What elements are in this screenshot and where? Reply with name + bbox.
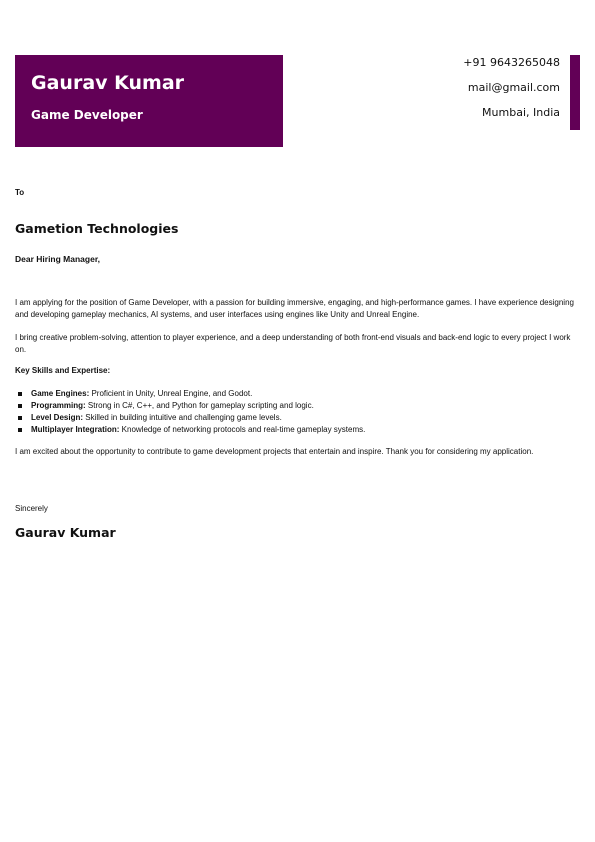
skill-name: Level Design: (31, 413, 84, 422)
skill-detail: Knowledge of networking protocols and real-time gameplay systems. (119, 425, 366, 434)
sign-off: Sincerely (15, 504, 48, 513)
second-paragraph: I bring creative problem-solving, attention to player experience, and a deep understanding of both front-end visuals and back-end logic to every project I work on. (15, 333, 571, 354)
skill-name: Programming: (31, 401, 86, 410)
intro-paragraph: I am applying for the position of Game Developer, with a passion for building immersive, engaging, and high-performance games. I have experience designing and developing gameplay mechanics, AI systems, and user interfaces using engines like Unity and Unreal Engine. (15, 298, 574, 319)
skill-name: Multiplayer Integration: (31, 425, 120, 434)
header-banner (15, 55, 283, 147)
applicant-job-title: Game Developer (31, 108, 143, 122)
bullet-icon (18, 428, 22, 432)
skill-detail: Skilled in building intuitive and challenging game levels. (83, 413, 282, 422)
to-label: To (15, 188, 25, 197)
contact-block (463, 56, 560, 131)
bullet-icon (18, 392, 22, 396)
closing-paragraph: I am excited about the opportunity to contribute to game development projects that entertain and inspire. Thank you for considering my application. (15, 447, 534, 456)
list-item (15, 400, 575, 412)
skills-list (15, 388, 575, 436)
accent-bar (570, 55, 580, 130)
skills-heading: Key Skills and Expertise: (15, 366, 111, 375)
skill-detail: Proficient in Unity, Unreal Engine, and Godot. (89, 389, 253, 398)
company-name: Gametion Technologies (15, 221, 179, 236)
list-item (15, 424, 575, 436)
list-item (15, 412, 575, 424)
contact-phone: +91 9643265048 (463, 56, 560, 69)
contact-location: Mumbai, India (482, 106, 560, 119)
list-item (15, 388, 575, 400)
contact-email: mail@gmail.com (467, 81, 560, 94)
applicant-name: Gaurav Kumar (31, 72, 185, 94)
signature-name: Gaurav Kumar (15, 525, 116, 540)
bullet-icon (18, 416, 22, 420)
skill-detail: Strong in C#, C++, and Python for gameplay scripting and logic. (85, 401, 314, 410)
skill-name: Game Engines: (31, 389, 90, 398)
salutation: Dear Hiring Manager, (15, 254, 101, 264)
bullet-icon (18, 404, 22, 408)
